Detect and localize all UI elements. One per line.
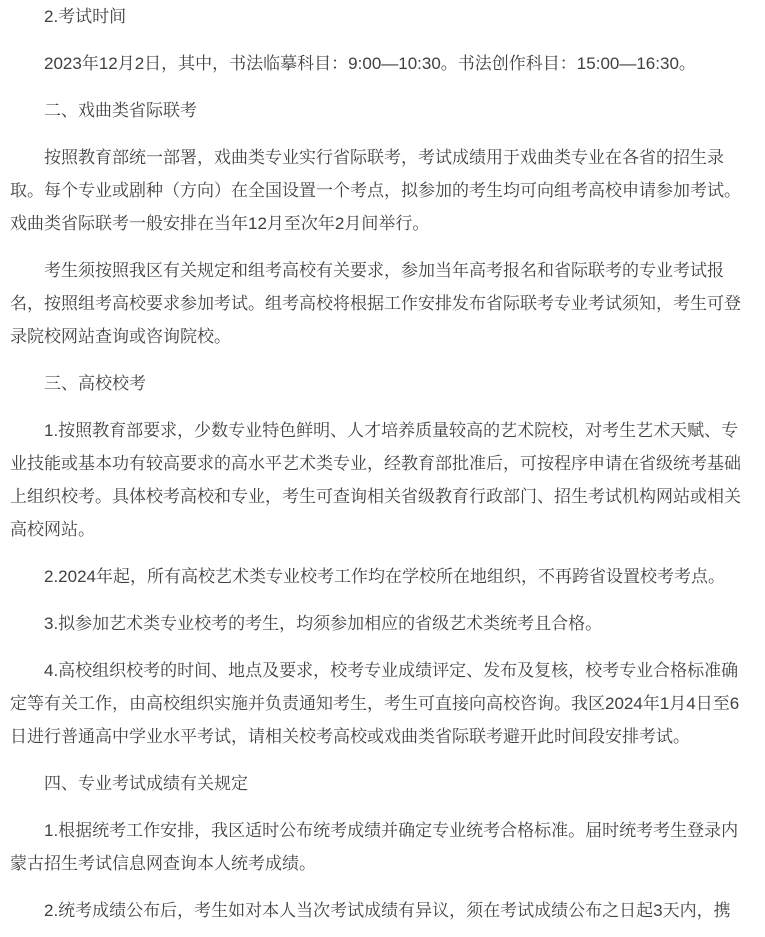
subheading-exam-time: 2.考试时间 bbox=[44, 7, 127, 26]
paragraph-score-rules-1: 1.根据统考工作安排，我区适时公布统考成绩并确定专业统考合格标准。届时统考考生登录内蒙古招生考试信息网查询本人统考成绩。 bbox=[10, 821, 739, 873]
paragraph-college-exam-3: 3.拟参加艺术类专业校考的考生，均须参加相应的省级艺术类统考且合格。 bbox=[44, 614, 603, 633]
section-heading-college-exam: 三、高校校考 bbox=[44, 374, 146, 393]
paragraph-college-exam-2: 2.2024年起，所有高校艺术类专业校考工作均在学校所在地组织，不再跨省设置校考考点。 bbox=[44, 567, 725, 586]
paragraph-opera-joint-exam-overview: 按照教育部统一部署，戏曲类专业实行省际联考，考试成绩用于戏曲类专业在各省的招生录取。每个专业或剧种（方向）在全国设置一个考点，拟参加的考生均可向组考高校申请参加考试。戏曲类省际联考一般安排在当年12月至次年2月间举行。 bbox=[10, 148, 741, 233]
paragraph-college-exam-1: 1.按照教育部要求，少数专业特色鲜明、人才培养质量较高的艺术院校，对考生艺术天赋、专业技能或基本功有较高要求的高水平艺术类专业，经教育部批准后，可按程序申请在省级统考基础上组织校考。具体校考高校和专业，考生可查询相关省级教育行政部门、招生考试机构网站或相关高校网站。 bbox=[10, 421, 741, 539]
paragraph-score-rules-2: 2.统考成绩公布后，考生如对本人当次考试成绩有异议，须在考试成绩公布之日起3天内，携 bbox=[44, 901, 731, 920]
section-heading-opera-joint-exam: 二、戏曲类省际联考 bbox=[44, 101, 197, 120]
paragraph-opera-joint-exam-registration: 考生须按照我区有关规定和组考高校有关要求，参加当年高考报名和省际联考的专业考试报名，按照组考高校要求参加考试。组考高校将根据工作安排发布省际联考专业考试须知，考生可登录院校网站查询或咨询院校。 bbox=[10, 261, 741, 346]
paragraph-college-exam-4: 4.高校组织校考的时间、地点及要求，校考专业成绩评定、发布及复核，校考专业合格标准确定等有关工作，由高校组织实施并负责通知考生，考生可直接向高校咨询。我区2024年1月4日至6日进行普通高中学业水平考试，请相关校考高校或戏曲类省际联考避开此时间段安排考试。 bbox=[10, 661, 740, 746]
section-heading-score-rules: 四、专业考试成绩有关规定 bbox=[44, 774, 248, 793]
paragraph-exam-time-detail: 2023年12月2日，其中，书法临摹科目：9:00—10:30。书法创作科目：15:00—16:30。 bbox=[44, 54, 696, 73]
